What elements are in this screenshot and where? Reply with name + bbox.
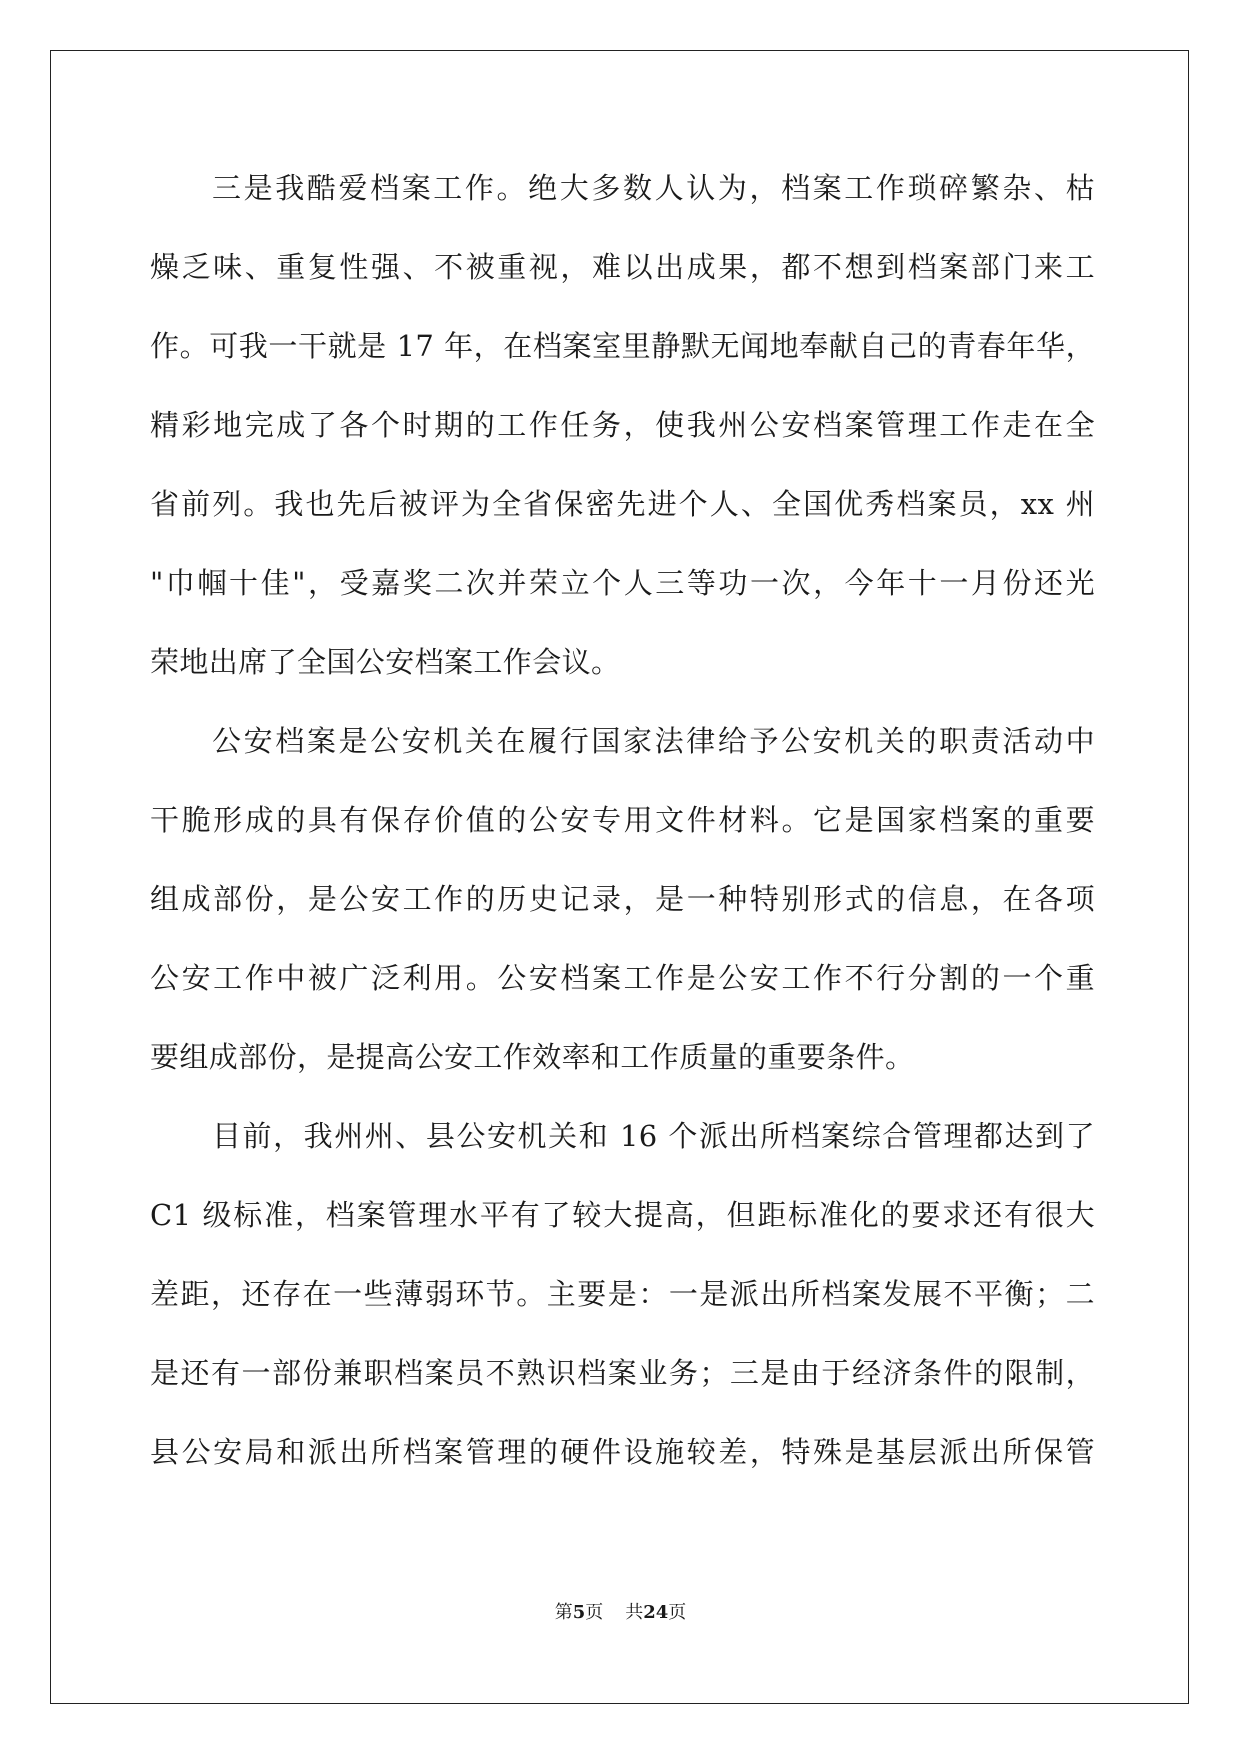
paragraph-1-line-3: 作。可我一干就是 17 年，在档案室里静默无闻地奉献自己的青春年华， — [150, 329, 1095, 363]
page-number: 5 — [572, 1602, 586, 1623]
paragraph-3-line-3: 差距，还存在一些薄弱环节。主要是：一是派出所档案发展不平衡；二 — [150, 1277, 1095, 1311]
paragraph-1-line-5: 省前列。我也先后被评为全省保密先进个人、全国优秀档案员，xx 州 — [150, 487, 1095, 521]
paragraph-2-line-2: 干脆形成的具有保存价值的公安专用文件材料。它是国家档案的重要 — [150, 803, 1095, 837]
total-prefix: 共 — [625, 1602, 644, 1623]
paragraph-3-line-5: 县公安局和派出所档案管理的硬件设施较差，特殊是基层派出所保管 — [150, 1435, 1095, 1469]
total-pages: 24 — [643, 1602, 669, 1623]
page-suffix: 页 — [585, 1602, 604, 1623]
page-footer — [0, 1598, 1241, 1624]
paragraph-1-line-1: 三是我酷爱档案工作。绝大多数人认为，档案工作琐碎繁杂、枯 — [212, 171, 1095, 205]
paragraph-1-line-6: "巾帼十佳"，受嘉奖二次并荣立个人三等功一次，今年十一月份还光 — [150, 566, 1095, 600]
paragraph-3-line-1: 目前，我州州、县公安机关和 16 个派出所档案综合管理都达到了 — [212, 1119, 1095, 1153]
paragraph-1-line-4: 精彩地完成了各个时期的工作任务，使我州公安档案管理工作走在全 — [150, 408, 1095, 442]
paragraph-2-line-4: 公安工作中被广泛利用。公安档案工作是公安工作不行分割的一个重 — [150, 961, 1095, 995]
document-body — [150, 159, 1095, 1502]
page-prefix: 第 — [554, 1602, 573, 1623]
paragraph-2-line-1: 公安档案是公安机关在履行国家法律给予公安机关的职责活动中 — [212, 724, 1095, 758]
paragraph-2-line-3: 组成部份，是公安工作的历史记录，是一种特别形式的信息，在各项 — [150, 882, 1095, 916]
paragraph-3-line-4: 是还有一部份兼职档案员不熟识档案业务；三是由于经济条件的限制， — [150, 1356, 1095, 1390]
paragraph-1-line-2: 燥乏味、重复性强、不被重视，难以出成果，都不想到档案部门来工 — [150, 250, 1095, 284]
paragraph-2-line-5: 要组成部份，是提高公安工作效率和工作质量的重要条件。 — [150, 1040, 915, 1074]
paragraph-1-line-7: 荣地出席了全国公安档案工作会议。 — [150, 645, 621, 679]
paragraph-3-line-2: C1 级标准，档案管理水平有了较大提高，但距标准化的要求还有很大 — [150, 1198, 1095, 1232]
total-suffix: 页 — [668, 1602, 687, 1623]
